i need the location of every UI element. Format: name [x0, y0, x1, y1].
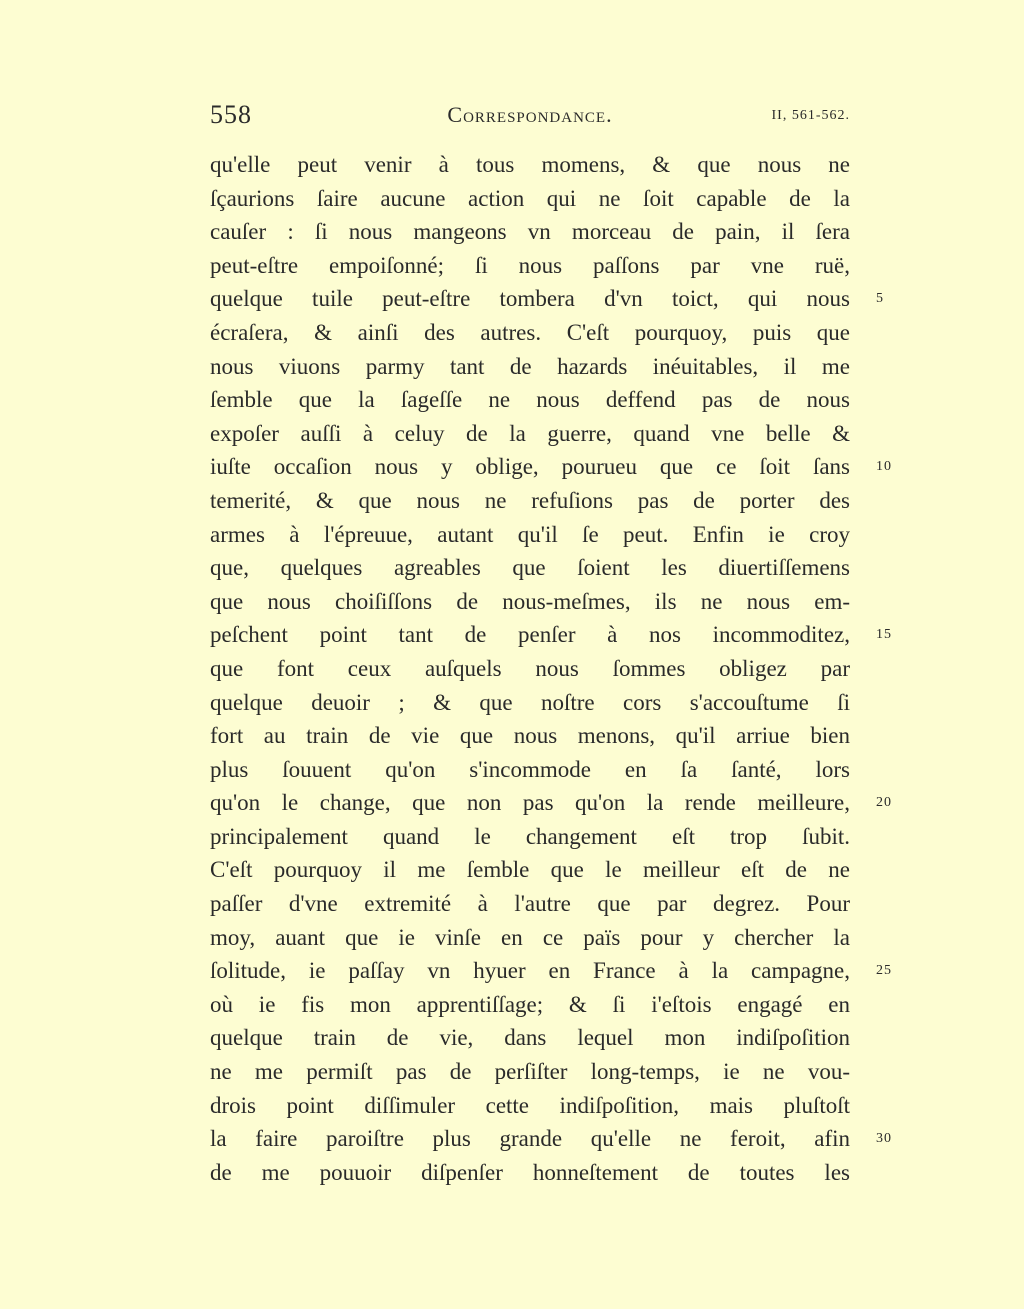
line-text: nous viuons parmy tant de hazards inéuitables, il me	[210, 353, 850, 379]
line-text: quelque train de vie, dans lequel mon indiſpoſition	[210, 1025, 850, 1051]
text-line	[210, 1122, 892, 1156]
text-line	[210, 1089, 850, 1123]
line-text: la faire paroiſtre plus grande qu'elle ne feroit, afin	[210, 1126, 850, 1152]
text-line	[210, 820, 850, 854]
line-text: que, quelques agreables que ſoient les diuertiſſemens	[210, 555, 850, 581]
line-text: ſolitude, ie paſſay vn hyuer en France à la campagne,	[210, 958, 850, 984]
text-line	[210, 686, 850, 720]
text-line	[210, 350, 850, 384]
line-text: ſçaurions ſaire aucune action qui ne ſoit capable de la	[210, 185, 850, 211]
line-text: C'eſt pourquoy il me ſemble que le meilleur eſt de ne	[210, 857, 850, 883]
line-text: quelque tuile peut-eſtre tombera d'vn toict, qui nous	[210, 286, 850, 312]
line-text: ne me permiſt pas de perſiſter long-temps, ie ne vou-	[210, 1059, 850, 1085]
line-text: fort au train de vie que nous menons, qu'il arriue bien	[210, 723, 850, 749]
text-line	[210, 551, 850, 585]
line-text: écraſera, & ainſi des autres. C'eſt pourquoy, puis que	[210, 319, 850, 345]
text-line	[210, 148, 850, 182]
running-title: Correspondance.	[447, 102, 613, 127]
text-line	[210, 450, 892, 484]
line-number: 10	[876, 459, 892, 475]
line-text: paſſer d'vne extremité à l'autre que par degrez. Pour	[210, 891, 850, 917]
line-text: ſemble que la ſageſſe ne nous deffend pas de nous	[210, 387, 850, 413]
text-line	[210, 484, 850, 518]
line-text: principalement quand le changement eſt trop ſubit.	[210, 823, 850, 849]
line-text: plus ſouuent qu'on s'incommode en ſa ſanté, lors	[210, 756, 850, 782]
line-text: qu'on le change, que non pas qu'on la rende meilleure,	[210, 790, 850, 816]
text-line	[210, 618, 892, 652]
line-text: que nous choiſiſſons de nous-meſmes, ils ne nous em-	[210, 588, 850, 614]
line-number: 25	[876, 963, 892, 979]
text-line	[210, 1055, 850, 1089]
text-line	[210, 518, 850, 552]
text-line	[210, 753, 850, 787]
text-line	[210, 887, 850, 921]
line-text: que font ceux auſquels nous ſommes obligez par	[210, 655, 850, 681]
line-text: peſchent point tant de penſer à nos incommoditez,	[210, 622, 850, 648]
text-line	[210, 417, 850, 451]
page-number: 558	[210, 100, 252, 129]
line-text: où ie fis mon apprentiſſage; & ſi i'eſtois engagé en	[210, 991, 850, 1017]
text-line	[210, 988, 850, 1022]
line-text: cauſer : ſi nous mangeons vn morceau de pain, il ſera	[210, 219, 850, 245]
line-text: quelque deuoir ; & que noſtre cors s'accouſtume ſi	[210, 689, 850, 715]
line-text: peut-eſtre empoiſonné; ſi nous paſſons par vne ruë,	[210, 252, 850, 278]
text-line	[210, 786, 892, 820]
line-number: 30	[876, 1131, 892, 1147]
text-line	[210, 316, 850, 350]
page-reference: II, 561-562.	[771, 108, 850, 123]
text-line	[210, 853, 850, 887]
text-line	[210, 215, 850, 249]
text-line	[210, 182, 850, 216]
text-line	[210, 383, 850, 417]
line-text: drois point diſſimuler cette indiſpoſition, mais pluſtoſt	[210, 1092, 850, 1118]
line-text: iuſte occaſion nous y oblige, pourueu que ce ſoit ſans	[210, 454, 850, 480]
text-line	[210, 249, 850, 283]
text-line	[210, 719, 850, 753]
line-number: 15	[876, 627, 892, 643]
line-number: 20	[876, 795, 892, 811]
text-line	[210, 585, 850, 619]
line-text: moy, auant que ie vinſe en ce païs pour y chercher la	[210, 924, 850, 950]
text-line	[210, 1021, 850, 1055]
text-line	[210, 282, 884, 316]
body-text	[210, 148, 892, 1189]
line-text: armes à l'épreuue, autant qu'il ſe peut. Enfin ie croy	[210, 521, 850, 547]
line-text: de me pouuoir diſpenſer honneſtement de toutes les	[210, 1159, 850, 1185]
line-text: expoſer auſſi à celuy de la guerre, quand vne belle &	[210, 420, 850, 446]
line-number: 5	[876, 291, 884, 307]
line-text: temerité, & que nous ne refuſions pas de porter des	[210, 487, 850, 513]
text-line	[210, 954, 892, 988]
page-header	[210, 100, 850, 140]
text-line	[210, 921, 850, 955]
line-text: qu'elle peut venir à tous momens, & que nous ne	[210, 152, 850, 177]
text-line	[210, 652, 850, 686]
text-line	[210, 1156, 850, 1190]
